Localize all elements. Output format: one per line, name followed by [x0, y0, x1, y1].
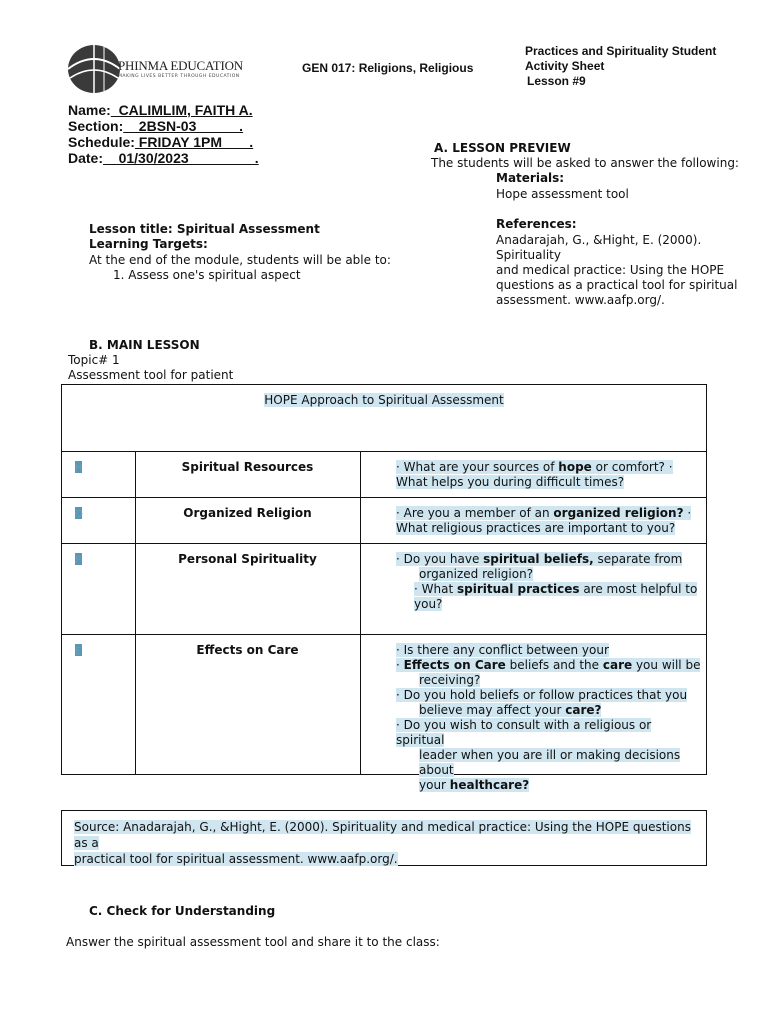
q-text: leader when you are ill or making decisions about: [419, 748, 681, 777]
q-text: your: [419, 778, 450, 792]
q-bold: hope: [558, 460, 592, 474]
reference-line: questions as a practical tool for spiritual: [496, 278, 738, 292]
check-heading: C. Check for Understanding: [89, 904, 276, 918]
references-label: References:: [496, 217, 577, 231]
letter-p: P: [75, 555, 82, 566]
q-bold: spiritual beliefs,: [483, 552, 594, 566]
name-value: CALIMLIM, FAITH A.: [110, 102, 253, 118]
section-label: Section:: [68, 118, 124, 134]
questions-e: [396, 643, 701, 793]
q-text: ·: [683, 506, 692, 520]
section-value: 2BSN-03 .: [123, 118, 244, 134]
q-bold: care: [602, 658, 633, 672]
hope-letter-h: [75, 460, 82, 475]
sheet-title: [525, 44, 716, 89]
lesson-number: Lesson #9: [527, 74, 586, 88]
learning-target-1: 1. Assess one's spiritual aspect: [113, 268, 301, 282]
table-title-text: HOPE Approach to Spiritual Assessment: [264, 393, 504, 407]
schedule-value: FRIDAY 1PM .: [134, 134, 254, 150]
hope-letter-o: [75, 506, 82, 521]
name-label: Name:: [68, 102, 111, 118]
q-text: · Do you hold beliefs or follow practices that you: [396, 688, 688, 702]
topic-description: Assessment tool for patient: [68, 368, 234, 382]
hope-letter-p: [75, 552, 82, 567]
q-text: · Are you a member of an: [396, 506, 554, 520]
topic-number: Topic# 1: [68, 353, 120, 367]
q-text: What religious practices are important to you?: [396, 521, 676, 535]
q-text: or comfort? ·: [591, 460, 673, 474]
learning-targets-label: Learning Targets:: [89, 237, 208, 251]
q-bold: care?: [565, 703, 602, 717]
date-label: Date:: [68, 150, 104, 166]
check-instruction: Answer the spiritual assessment tool and share it to the class:: [66, 935, 440, 949]
q-text: · What: [414, 582, 457, 596]
materials-value: Hope assessment tool: [496, 187, 629, 201]
letter-h: H: [75, 463, 83, 474]
questions-o: [396, 506, 701, 536]
table-title: [62, 393, 706, 408]
q-bold: healthcare?: [449, 778, 530, 792]
main-lesson-heading: B. MAIN LESSON: [89, 338, 200, 352]
q-bold: Effects on Care: [403, 658, 506, 672]
source-line-1: Source: Anadarajah, G., &Hight, E. (2000). Spirituality and medical practice: Using the HOPE questions as a: [74, 820, 691, 850]
q-text: believe may affect your: [419, 703, 566, 717]
source-line-2: practical tool for spiritual assessment. www.aafp.org/.: [74, 852, 398, 866]
q-text: ·: [396, 658, 404, 672]
hope-letter-e: [75, 643, 82, 658]
questions-p: [396, 552, 701, 612]
learning-targets-intro: At the end of the module, students will be able to:: [89, 253, 391, 267]
hope-table: [61, 384, 707, 792]
q-text: organized religion?: [419, 567, 534, 581]
date-value: 01/30/2023 .: [103, 150, 259, 166]
q-text: · Is there any conflict between your: [396, 643, 609, 657]
q-text: are most helpful to you?: [414, 582, 698, 611]
q-text: you will be: [632, 658, 701, 672]
category-effects-on-care: Effects on Care: [196, 643, 299, 657]
q-text: · Do you have: [396, 552, 484, 566]
course-title: GEN 017: Religions, Religious: [302, 61, 474, 75]
sheet-title-line1: Practices and Spirituality Student: [525, 44, 717, 58]
lesson-title: Lesson title: Spiritual Assessment: [89, 222, 320, 236]
q-text: separate from: [593, 552, 683, 566]
q-text: beliefs and the: [505, 658, 603, 672]
q-text: · What are your sources of: [396, 460, 559, 474]
phinma-logo-icon: [64, 44, 120, 94]
lesson-preview-intro: The students will be asked to answer the following:: [431, 156, 739, 170]
questions-h: [396, 460, 701, 490]
lesson-preview-heading: A. LESSON PREVIEW: [434, 141, 571, 155]
reference-line: Anadarajah, G., &Hight, E. (2000). Spirituality: [496, 233, 702, 262]
logo-tagline: MAKING LIVES BETTER THROUGH EDUCATION: [118, 74, 240, 79]
letter-e: E: [75, 646, 82, 657]
category-personal-spirituality: Personal Spirituality: [178, 552, 317, 566]
references-list: [496, 233, 768, 308]
q-text: · Do you wish to consult with a religious or spiritual: [396, 718, 652, 747]
student-info: [68, 102, 259, 166]
letter-o: O: [75, 509, 83, 520]
schedule-label: Schedule:: [68, 134, 135, 150]
source-box: [61, 810, 707, 866]
q-text: What helps you during difficult times?: [396, 475, 625, 489]
q-bold: organized religion?: [553, 506, 684, 520]
reference-line: assessment. www.aafp.org/.: [496, 293, 665, 307]
sheet-title-line2: Activity Sheet: [525, 59, 605, 73]
materials-label: Materials:: [496, 171, 565, 185]
logo-name: PHINMA EDUCATION: [118, 58, 243, 73]
q-bold: spiritual practices: [456, 582, 580, 596]
q-text: receiving?: [419, 673, 481, 687]
reference-line: and medical practice: Using the HOPE: [496, 263, 725, 277]
category-organized-religion: Organized Religion: [183, 506, 312, 520]
category-spiritual-resources: Spiritual Resources: [181, 460, 314, 474]
